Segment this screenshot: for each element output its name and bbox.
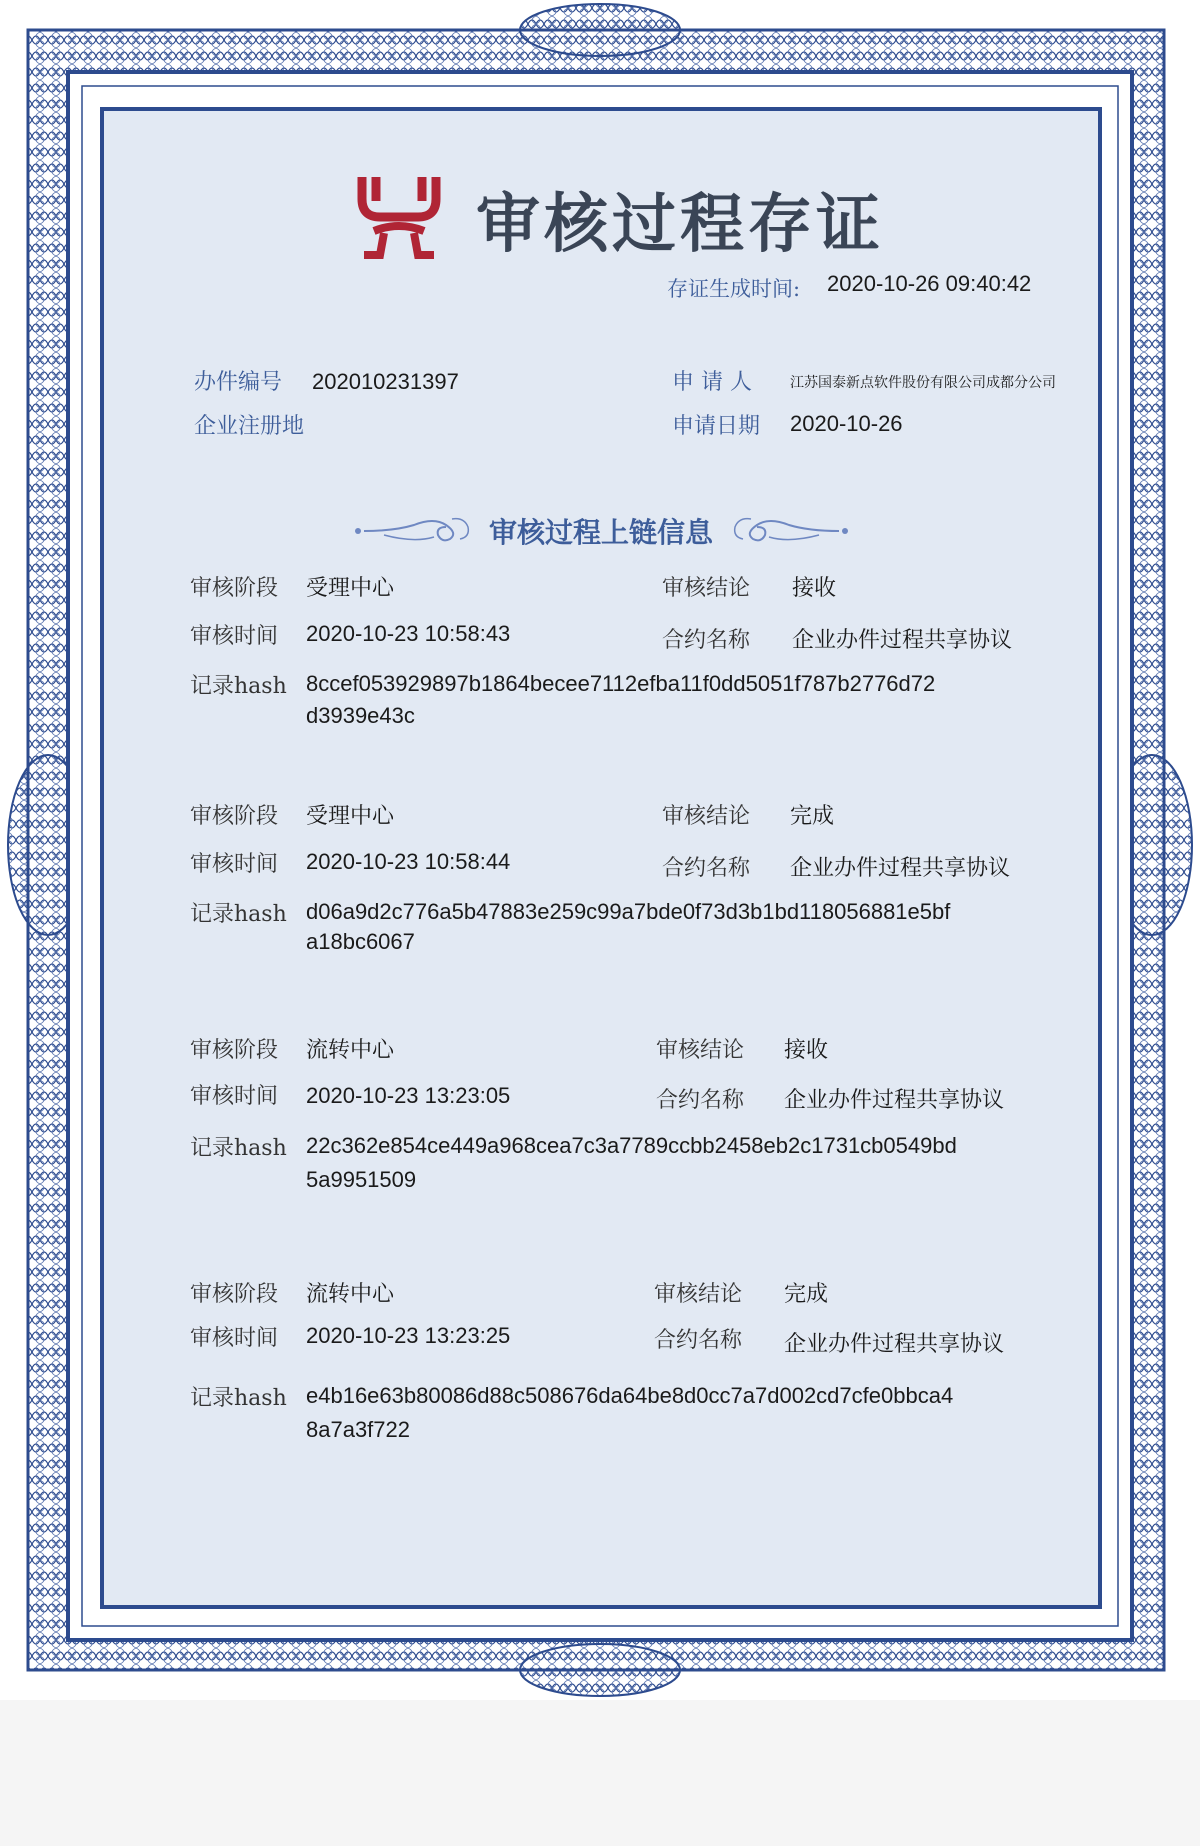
- record-3-conclusion-label: 审核结论: [656, 1038, 745, 1063]
- record-2-time-label: 审核时间: [190, 852, 279, 877]
- certificate-panel: [100, 107, 1102, 1609]
- record-4-stage: 流转中心: [306, 1282, 395, 1307]
- record-1-hash-label: 记录hash: [190, 674, 287, 699]
- record-1-time: 2020-10-23 10:58:43: [306, 621, 511, 646]
- record-2-stage: 受理中心: [306, 804, 395, 829]
- page-title: 审核过程存证: [476, 187, 884, 262]
- record-1-contract-label: 合约名称: [662, 628, 751, 653]
- record-1-hash-line-1: 8ccef053929897b1864becee7112efba11f0dd5051f787b2776d72: [306, 671, 936, 696]
- record-2-stage-label: 审核阶段: [190, 804, 279, 829]
- logo-seal-icon: [354, 171, 444, 261]
- record-4-contract: 企业办件过程共享协议: [784, 1332, 1005, 1357]
- record-3-time: 2020-10-23 13:23:05: [306, 1083, 511, 1108]
- generated-time-label: 存证生成时间:: [667, 277, 801, 301]
- record-3-stage: 流转中心: [306, 1038, 395, 1063]
- applicant-label: 申 请 人: [672, 370, 752, 395]
- record-3-stage-label: 审核阶段: [190, 1038, 279, 1063]
- section-title: 审核过程上链信息: [488, 516, 713, 549]
- right-flourish-icon: [729, 509, 849, 549]
- record-4-conclusion-label: 审核结论: [654, 1282, 743, 1307]
- record-2-contract-label: 合约名称: [662, 856, 751, 881]
- record-3-contract-label: 合约名称: [656, 1088, 745, 1113]
- record-4-hash-line-1: e4b16e63b80086d88c508676da64be8d0cc7a7d002cd7cfe0bbca4: [306, 1383, 954, 1408]
- apply-date-value: 2020-10-26: [790, 411, 903, 436]
- record-3-contract: 企业办件过程共享协议: [784, 1088, 1005, 1113]
- record-1-contract: 企业办件过程共享协议: [792, 628, 1013, 653]
- generated-time-value: 2020-10-26 09:40:42: [827, 271, 1032, 296]
- record-4-hash-line-2: 8a7a3f722: [306, 1417, 410, 1442]
- case-no-value: 202010231397: [312, 369, 459, 394]
- apply-date-label: 申请日期: [672, 414, 761, 439]
- record-3-time-label: 审核时间: [190, 1084, 279, 1109]
- record-4-time: 2020-10-23 13:23:25: [306, 1323, 511, 1348]
- reg-place-label: 企业注册地: [194, 414, 305, 439]
- record-1-time-label: 审核时间: [190, 624, 279, 649]
- record-2-conclusion-label: 审核结论: [662, 804, 751, 829]
- record-2-conclusion: 完成: [790, 804, 835, 829]
- record-1-conclusion-label: 审核结论: [662, 576, 751, 601]
- applicant-value: 江苏国泰新点软件股份有限公司成都分公司: [790, 375, 1056, 391]
- record-3-hash-line-2: 5a9951509: [306, 1167, 417, 1192]
- record-4-stage-label: 审核阶段: [190, 1282, 279, 1307]
- record-3-hash-line-1: 22c362e854ce449a968cea7c3a7789ccbb2458eb2c1731cb0549bd: [306, 1133, 957, 1158]
- record-1-hash-line-2: d3939e43c: [306, 703, 415, 728]
- record-2-time: 2020-10-23 10:58:44: [306, 849, 511, 874]
- record-1-conclusion: 接收: [792, 576, 837, 601]
- record-2-hash-label: 记录hash: [190, 902, 287, 927]
- record-2-hash-line-2: a18bc6067: [306, 929, 415, 954]
- record-4-contract-label: 合约名称: [654, 1328, 743, 1353]
- record-2-contract: 企业办件过程共享协议: [790, 856, 1011, 881]
- record-3-hash-label: 记录hash: [190, 1136, 287, 1161]
- record-2-hash-line-1: d06a9d2c776a5b47883e259c99a7bde0f73d3b1bd118056881e5bf: [306, 899, 951, 924]
- case-no-label: 办件编号: [194, 370, 283, 395]
- record-1-stage: 受理中心: [306, 576, 395, 601]
- record-4-conclusion: 完成: [784, 1282, 829, 1307]
- record-3-conclusion: 接收: [784, 1038, 829, 1063]
- record-4-time-label: 审核时间: [190, 1326, 279, 1351]
- record-1-stage-label: 审核阶段: [190, 576, 279, 601]
- record-4-hash-label: 记录hash: [190, 1386, 287, 1411]
